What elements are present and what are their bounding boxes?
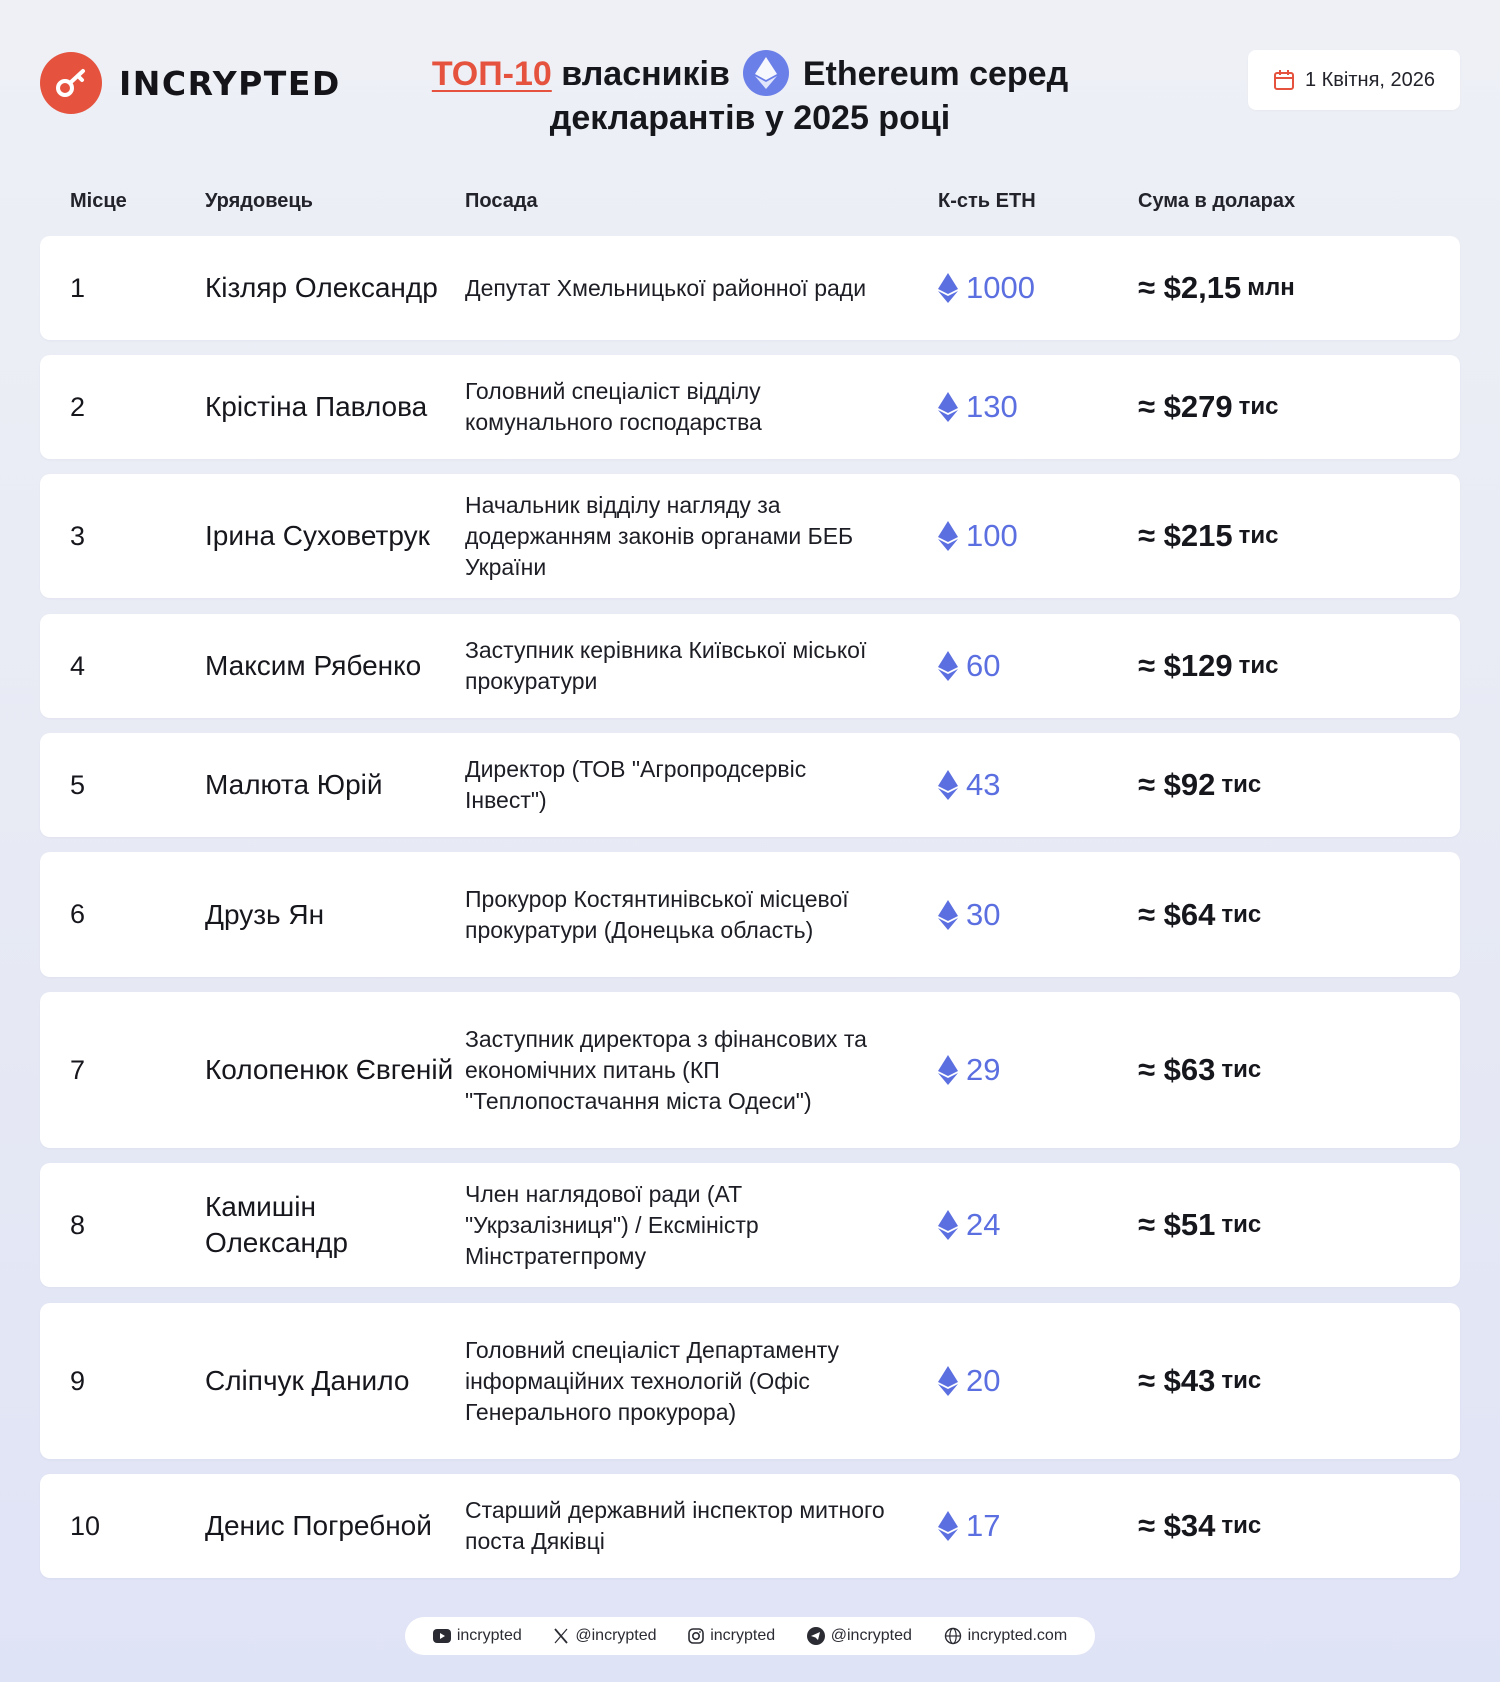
usd-amount: ≈ $51	[1138, 1207, 1216, 1242]
date-text: 1 Квітня, 2026	[1304, 68, 1436, 91]
ethereum-icon	[938, 1511, 958, 1541]
usd-amount-cell	[1138, 1474, 1261, 1578]
ethereum-coin-icon	[743, 50, 789, 96]
official-name: Крістіна Павлова	[205, 391, 428, 422]
eth-amount-cell	[938, 1474, 1000, 1578]
eth-amount-cell	[938, 733, 1000, 837]
usd-amount-cell	[1138, 355, 1278, 459]
official-name: Кізляр Олександр	[205, 272, 438, 303]
official-name: Малюта Юрій	[205, 769, 383, 800]
ethereum-icon	[938, 770, 958, 800]
usd-amount-cell	[1138, 614, 1278, 718]
ethereum-icon	[938, 1210, 958, 1240]
eth-amount: 30	[966, 896, 1001, 932]
ethereum-icon	[938, 273, 958, 303]
eth-amount-cell	[938, 1303, 1000, 1459]
table-row	[40, 992, 1460, 1148]
eth-amount-cell	[938, 614, 1000, 718]
eth-amount-cell	[938, 236, 1035, 340]
rank-cell: 7	[70, 1054, 86, 1085]
usd-amount: ≈ $63	[1138, 1052, 1216, 1087]
eth-amount: 60	[966, 648, 1001, 683]
title-highlight: ТОП-10	[431, 55, 552, 93]
x-icon	[553, 1628, 569, 1644]
position-cell: Головний спеціаліст відділу комунального господарства	[465, 378, 762, 435]
official-name: Сліпчук Данило	[205, 1365, 410, 1396]
eth-amount: 29	[966, 1052, 1001, 1087]
usd-amount-cell	[1138, 1163, 1261, 1287]
key-icon	[40, 52, 102, 114]
social-footer	[405, 1617, 1095, 1655]
eth-amount-cell	[938, 355, 1018, 459]
calendar-icon	[1273, 69, 1295, 91]
rank-cell: 10	[70, 1510, 101, 1541]
official-name: Денис Погребной	[205, 1510, 432, 1541]
title-part2: Ethereum серед	[802, 55, 1069, 93]
table-header	[0, 190, 1500, 220]
eth-amount: 130	[966, 389, 1018, 424]
eth-amount: 20	[966, 1363, 1001, 1398]
globe-icon	[944, 1627, 962, 1645]
official-name: Камишін Олександр	[205, 1191, 348, 1258]
official-name: Ірина Суховетрук	[205, 520, 430, 551]
eth-amount: 24	[966, 1207, 1001, 1242]
brand-logo	[40, 52, 341, 114]
official-name: Максим Рябенко	[205, 650, 422, 681]
rank-cell: 8	[70, 1209, 86, 1240]
rank-cell: 4	[70, 650, 86, 681]
column-usd: Сума в доларах	[1138, 190, 1296, 212]
usd-amount: ≈ $279	[1138, 389, 1233, 424]
usd-unit: тис	[1221, 771, 1262, 798]
eth-amount-cell	[938, 474, 1018, 598]
position-cell: Прокурор Костянтинівської місцевої прокуратури (Донецька область)	[465, 885, 849, 943]
ethereum-icon	[938, 521, 958, 551]
usd-amount-cell	[1138, 852, 1261, 977]
rank-cell: 5	[70, 769, 86, 800]
eth-amount: 100	[966, 518, 1018, 553]
position-cell: Директор (ТОВ "Агропродсервіс Інвест")	[465, 756, 807, 813]
telegram-link[interactable]	[807, 1627, 912, 1645]
usd-amount-cell	[1138, 1303, 1261, 1459]
position-cell: Заступник директора з фінансових та економічних питань (КП "Теплопостачання міста Одеси")	[465, 1025, 867, 1114]
telegram-label: @incrypted	[830, 1627, 912, 1644]
rank-cell: 2	[70, 391, 86, 422]
column-position: Посада	[465, 190, 538, 212]
position-cell: Депутат Хмельницької районної ради	[465, 274, 867, 301]
telegram-icon	[807, 1627, 825, 1645]
official-name: Друзь Ян	[205, 898, 325, 930]
table-row	[40, 236, 1460, 340]
column-eth: К-сть ETH	[938, 190, 1036, 212]
position-cell: Член наглядової ради (АТ "Укрзалізниця") / Ексміністр Мінстратегпрому	[465, 1180, 759, 1269]
instagram-icon	[688, 1628, 704, 1644]
usd-unit: тис	[1221, 1367, 1262, 1394]
youtube-link[interactable]	[433, 1627, 522, 1645]
eth-amount-cell	[938, 852, 1000, 977]
website-link[interactable]	[944, 1627, 1068, 1645]
rank-cell: 1	[70, 272, 86, 303]
youtube-label: incrypted	[456, 1627, 522, 1644]
table-row	[40, 355, 1460, 459]
title-part1: власників	[561, 55, 730, 93]
brand-name: INCRYPTED	[119, 63, 341, 103]
instagram-link[interactable]	[688, 1627, 775, 1645]
usd-unit: тис	[1238, 393, 1279, 420]
usd-unit: тис	[1221, 900, 1262, 928]
eth-amount-cell	[938, 1163, 1000, 1287]
usd-unit: тис	[1238, 522, 1279, 549]
position-cell: Головний спеціаліст Департаменту інформаційних технологій (Офіс Генерального прокурора)	[465, 1336, 840, 1425]
eth-amount-cell	[938, 992, 1000, 1148]
usd-amount: ≈ $64	[1138, 896, 1216, 932]
table-row	[40, 474, 1460, 598]
eth-amount: 43	[966, 767, 1001, 802]
column-official: Урядовець	[205, 190, 313, 212]
ethereum-icon	[938, 1055, 958, 1085]
x-label: @incrypted	[575, 1627, 657, 1644]
official-name: Колопенюк Євгеній	[205, 1054, 454, 1085]
column-rank: Місце	[70, 190, 127, 212]
usd-amount-cell	[1138, 992, 1261, 1148]
table-row	[40, 614, 1460, 718]
ethereum-icon	[938, 1366, 958, 1396]
table-row	[40, 733, 1460, 837]
usd-unit: тис	[1221, 1512, 1262, 1539]
usd-amount-cell	[1138, 733, 1261, 837]
rank-cell: 6	[70, 899, 86, 929]
website-label: incrypted.com	[967, 1627, 1068, 1644]
usd-amount: ≈ $129	[1138, 648, 1233, 683]
title-line2: декларантів у 2025 році	[549, 99, 951, 137]
position-cell: Заступник керівника Київської міської прокуратури	[465, 637, 867, 694]
eth-amount: 17	[966, 1508, 1001, 1543]
instagram-label: incrypted	[710, 1627, 776, 1644]
position-cell: Начальник відділу нагляду за додержанням законів органами БЕБ України	[465, 491, 854, 580]
usd-amount: ≈ $92	[1138, 767, 1216, 802]
usd-unit: тис	[1238, 652, 1279, 679]
date-badge	[1248, 50, 1460, 110]
ethereum-icon	[938, 651, 958, 681]
usd-unit: тис	[1221, 1211, 1262, 1238]
rank-cell: 3	[70, 520, 86, 551]
page-title	[380, 50, 1120, 140]
usd-amount-cell	[1138, 474, 1278, 598]
ethereum-icon	[938, 900, 958, 930]
usd-amount: ≈ $43	[1138, 1363, 1216, 1398]
table-row	[40, 1163, 1460, 1287]
usd-amount-cell	[1138, 236, 1295, 340]
table-row	[40, 1303, 1460, 1459]
usd-amount: ≈ $2,15	[1138, 270, 1242, 305]
x-link[interactable]	[553, 1627, 656, 1645]
youtube-icon	[433, 1629, 451, 1643]
usd-unit: млн	[1247, 274, 1295, 301]
usd-unit: тис	[1221, 1056, 1262, 1083]
table-row	[40, 852, 1460, 977]
usd-amount: ≈ $34	[1138, 1508, 1216, 1543]
rank-cell: 9	[70, 1365, 86, 1396]
eth-amount: 1000	[966, 270, 1035, 305]
ethereum-icon	[938, 392, 958, 422]
table-row	[40, 1474, 1460, 1578]
usd-amount: ≈ $215	[1138, 518, 1233, 553]
position-cell: Старший державний інспектор митного поста Дяківці	[465, 1497, 885, 1554]
